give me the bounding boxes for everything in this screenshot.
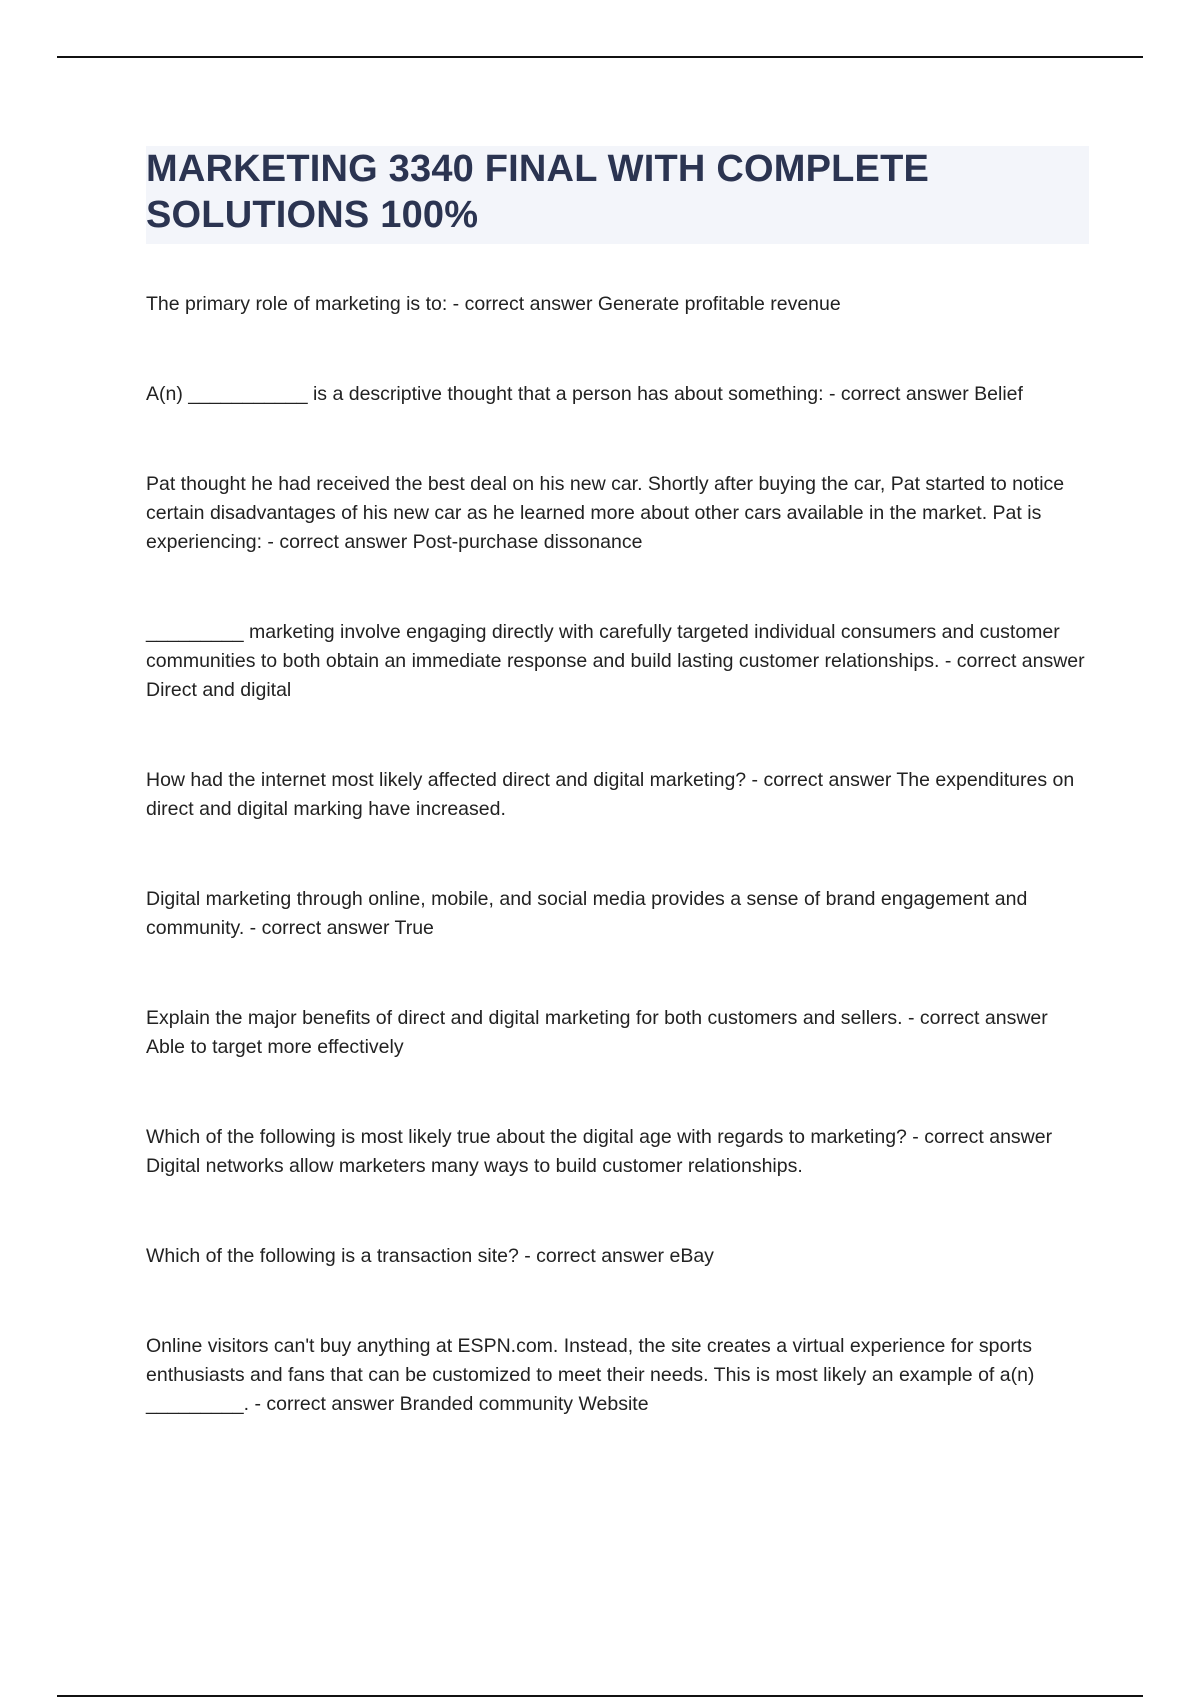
question-item: Explain the major benefits of direct and digital marketing for both customers and sellers. - correct answer Able to target more effectively: [146, 1007, 1048, 1058]
question-list: [146, 290, 1089, 1419]
question-item: Which of the following is a transaction site? - correct answer eBay: [146, 1245, 714, 1267]
title-block: [146, 146, 1089, 244]
page-top-rule: [57, 56, 1143, 58]
question-item: The primary role of marketing is to: - correct answer Generate profitable revenue: [146, 293, 841, 315]
question-item: _________ marketing involve engaging directly with carefully targeted individual consumers and customer communities to both obtain an immediate response and build lasting customer relationships. - correct answer Direct and digital: [146, 621, 1085, 701]
page-title: MARKETING 3340 FINAL WITH COMPLETE SOLUTIONS 100%: [146, 148, 930, 236]
question-item: Pat thought he had received the best deal on his new car. Shortly after buying the car, Pat started to notice certain disadvantages of his new car as he learned more about other cars available in the market. Pat is experiencing: - correct answer Post-purchase dissonance: [146, 473, 1065, 553]
question-item: A(n) ___________ is a descriptive thought that a person has about something: - correct answer Belief: [146, 383, 1023, 405]
page-bottom-rule: [57, 1695, 1143, 1697]
document-body: [146, 146, 1089, 1480]
question-item: Online visitors can't buy anything at ESPN.com. Instead, the site creates a virtual experience for sports enthusiasts and fans that can be customized to meet their needs. This is most likely an example of a(n) _________. - correct answer Branded community Website: [146, 1335, 1035, 1415]
question-item: Digital marketing through online, mobile, and social media provides a sense of brand engagement and community. - correct answer True: [146, 888, 1028, 939]
question-item: How had the internet most likely affected direct and digital marketing? - correct answer The expenditures on direct and digital marking have increased.: [146, 769, 1075, 820]
question-item: Which of the following is most likely true about the digital age with regards to marketing? - correct answer Digital networks allow marketers many ways to build customer relationships.: [146, 1126, 1053, 1177]
